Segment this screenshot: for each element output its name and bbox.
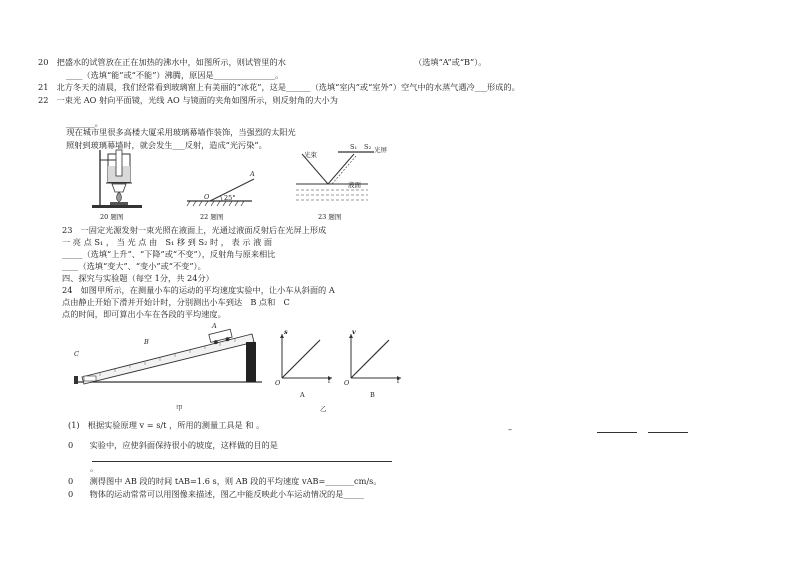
graph-B-origin: O [344, 379, 350, 387]
graph-A-label: A [300, 391, 305, 399]
graph-B-y-label: v [352, 328, 356, 336]
fig24-label-C: C [74, 350, 79, 358]
fig22-label-O: O [204, 193, 210, 201]
q22-line2: _______。 [66, 118, 103, 128]
figure-24-graph-A [276, 330, 336, 384]
q24-sub2-end: 。 [90, 463, 99, 473]
right-dash: – [508, 424, 513, 434]
q23-line1: 23 一固定光源发射一束光照在液面上，光通过液面反射后在光屏上形成 [62, 225, 327, 235]
fig24-label-B: B [144, 338, 149, 346]
fig23-liquid: 液面 [348, 181, 361, 189]
caption-fig22: 22 题图 [200, 213, 224, 221]
fig23-s1: S₁ [350, 143, 358, 151]
figure-24-incline [70, 322, 270, 392]
q24-line2: 点由静止开始下滑并开始计时，分别测出小车到达 B 点和 C [62, 297, 290, 307]
q20-line2: ____（选填“能”或“不能”）沸腾，原因是_______________。 [66, 70, 284, 80]
q22b-line1: 现在城市里很多高楼大厦采用玻璃幕墙作装饰，当强烈的太阳光 [50, 127, 296, 137]
fig23-s2: S₂ [364, 143, 372, 151]
fig24-caption-yi: 乙 [320, 405, 327, 413]
q24-sub2: 0 实验中，应使斜面保持很小的坡度，这样做的目的是 [68, 440, 278, 450]
right-answer-line-1 [597, 432, 637, 433]
caption-fig23: 23 题图 [318, 213, 342, 221]
q24-sub1: (1) 根据实验原理 v = s/t ，所用的测量工具是 和 。 [68, 420, 265, 430]
q24-line1: 24 如图甲所示，在测量小车的运动的平均速度实验中，让小车从斜面的 A [62, 285, 335, 295]
graph-A-origin: O [275, 379, 281, 387]
section-4-heading: 四、探究与实验题（每空 1分，共 24分） [62, 273, 214, 283]
graph-A-y-label: s [284, 328, 288, 336]
q23-line4: ____（选填“变大”、“变小”或“不变”）。 [62, 261, 206, 271]
q20-line1: 20 把盛水的试管放在正在加热的沸水中，如图所示，则试管里的水 [38, 57, 286, 67]
graph-A-t-label: t [328, 377, 331, 385]
caption-fig20: 20 题图 [100, 213, 124, 221]
fig23-screen: 光屏 [374, 146, 387, 154]
fig22-angle: 25° [224, 194, 236, 202]
q23-line3: _____（选填“上升”、“下降”或“不变”），反射角与原来相比 [62, 249, 276, 259]
q24-line3: 点的时间，即可算出小车在各段的平均速度。 [62, 309, 226, 319]
q24-sub2-answer-line [92, 461, 392, 462]
figure-24-graph-B [345, 330, 405, 384]
graph-B-t-label: t [397, 377, 400, 385]
fig22-label-A: A [250, 170, 255, 178]
q24-sub3: 0 测得图中 AB 段的时间 tAB=1.6 s，则 AB 段的平均速度 vAB=_______cm/s。 [68, 476, 382, 486]
fig24-caption-jia: 甲 [176, 404, 183, 412]
figure-22-mirror [182, 165, 272, 213]
right-answer-line-2 [648, 432, 688, 433]
figure-20-heating-apparatus [90, 148, 150, 210]
q22b-line2: 照射到玻璃幕墙时，就会发生___反射，造成“光污染”。 [66, 140, 267, 150]
fig24-label-A: A [212, 322, 217, 330]
q24-sub4: 0 物体的运动常常可以用图像来描述，图乙中能反映此小车运动情况的是_____ [68, 489, 364, 499]
fig23-beam-label: 光束 [304, 151, 317, 159]
q22-line1: 22 一束光 AO 射向平面镜，光线 AO 与镜面的夹角如图所示，则反射角的大小为 [38, 95, 338, 105]
q21-line1: 21 北方冬天的清晨，我们经常看到玻璃窗上有美丽的“冰花”，这是______（选填“室内”或“室外”）空气中的水蒸气遇冷___形成的。 [38, 82, 520, 92]
right-top-line: （选填“A”或“B”）。 [414, 57, 487, 67]
graph-B-label: B [370, 391, 375, 399]
q23-line2: 一 亮 点 S₁ ， 当 光 点 由 S₁ 移 到 S₂ 时 ， 表 示 液 面 [62, 237, 273, 247]
